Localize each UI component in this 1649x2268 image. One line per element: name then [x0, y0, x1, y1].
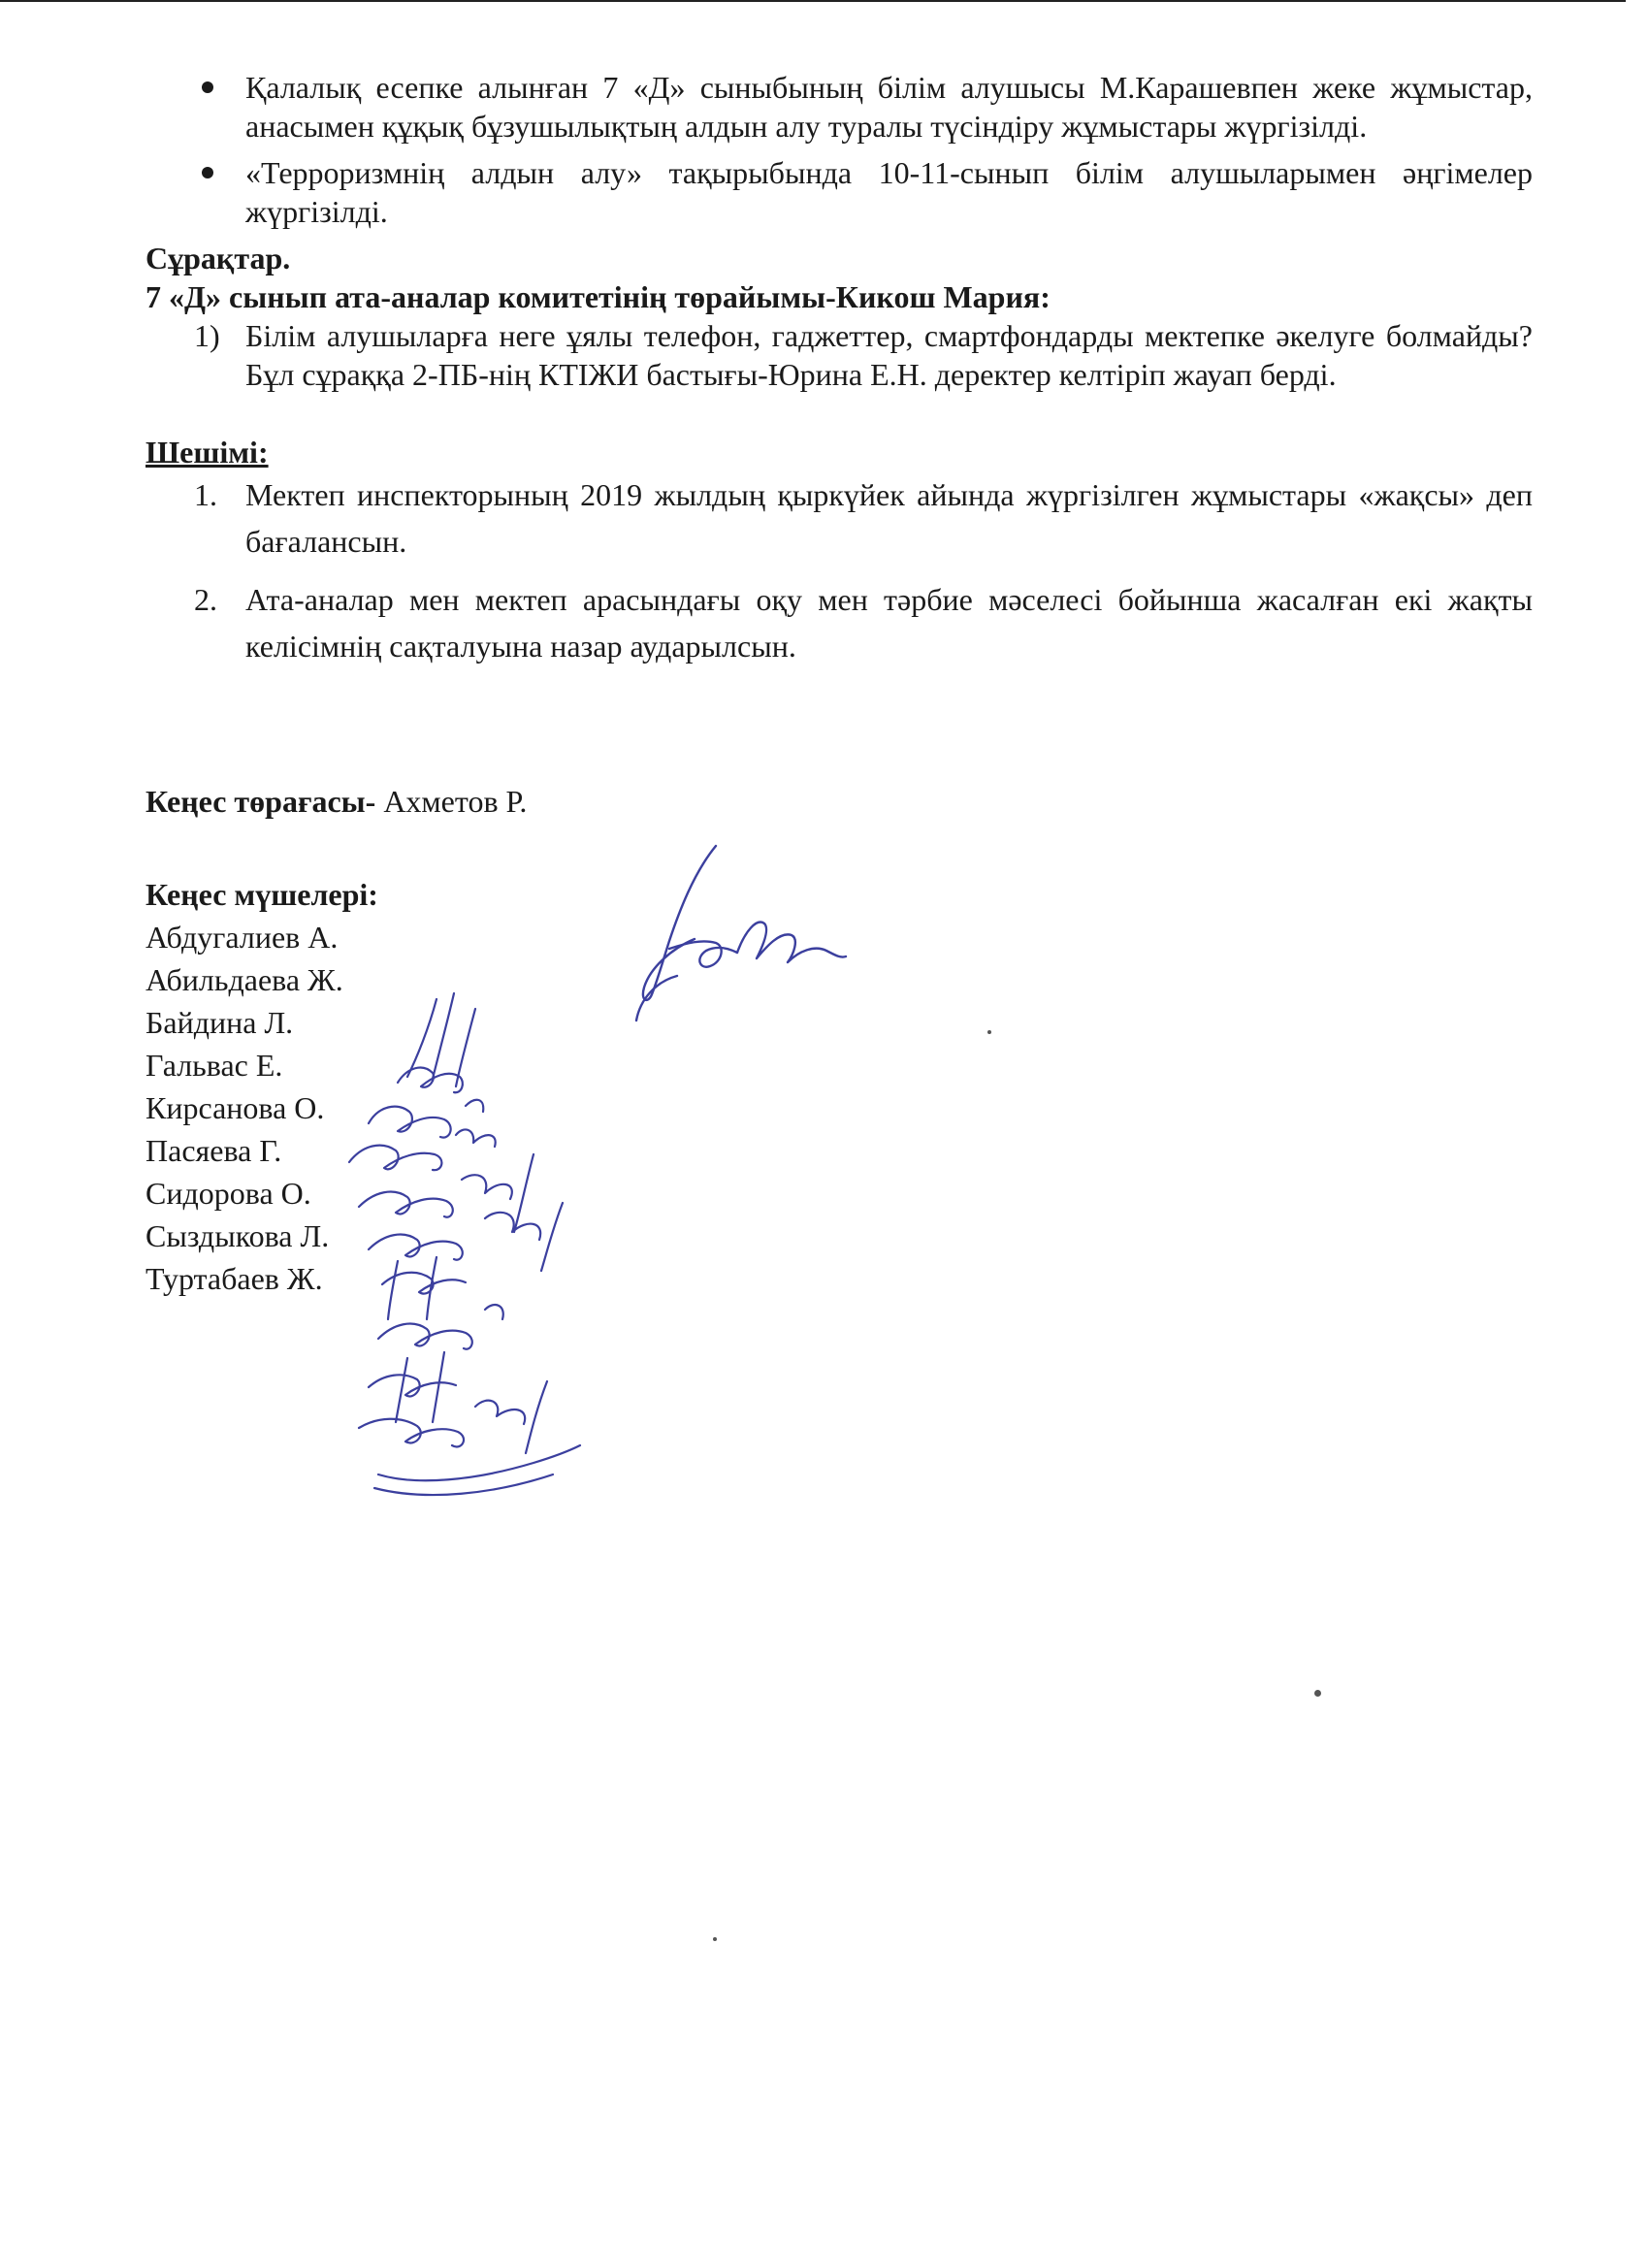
bullet-item	[146, 68, 1533, 146]
member-name: Байдина Л.	[146, 1005, 294, 1040]
members-signatures	[340, 989, 630, 1513]
member-name: Кирсанова О.	[146, 1090, 325, 1125]
questioner-line: 7 «Д» сынып ата-аналар комитетінің төрайымы-Кикош Мария:	[146, 279, 1051, 314]
member-name: Сыздыкова Л.	[146, 1218, 330, 1253]
chair-signature	[601, 834, 854, 1028]
bullet-icon	[202, 81, 213, 93]
member-name: Абдугалиев А.	[146, 920, 339, 955]
bullet-text: «Терроризмнің алдын алу» тақырыбында 10-11-сынып білім алушыларымен әңгімелер жүргізілді.	[245, 155, 1533, 229]
decision-item	[146, 576, 1533, 669]
decisions-list	[146, 471, 1533, 669]
decision-text: Мектеп инспекторының 2019 жылдың қыркүйек айында жүргізілген жұмыстары «жақсы» деп бағалансын.	[245, 477, 1533, 559]
member-name: Сидорова О.	[146, 1176, 311, 1211]
member-name: Абильдаева Ж.	[146, 962, 343, 997]
decision-number: 1.	[194, 477, 217, 512]
scan-speck	[1314, 1690, 1321, 1697]
questions-heading: Сұрақтар.	[146, 241, 291, 275]
chair-line	[146, 782, 1533, 821]
chair-name: Ахметов Р.	[375, 784, 528, 819]
bullet-text: Қалалық есепке алынған 7 «Д» сыныбының білім алушысы М.Карашевпен жеке жұмыстар, анасымен құқық бұзушылықтың алдын алу туралы түсіндіру жұмыстары жүргізілді.	[245, 70, 1533, 144]
scan-speck	[987, 1030, 991, 1034]
member-name: Туртабаев Ж.	[146, 1261, 323, 1296]
question-text: Білім алушыларға неге ұялы телефон, гаджеттер, смартфондарды мектепке әкелуге болмайды? Бұл сұраққа 2-ПБ-нің КТІЖИ бастығы-Юрина Е.Н. деректер келтіріп жауап берді.	[245, 318, 1533, 392]
member-name: Гальвас Е.	[146, 1048, 283, 1083]
decision-text: Ата-аналар мен мектеп арасындағы оқу мен тәрбие мәселесі бойынша жасалған екі жақты келісімнің сақталуына назар аударылсын.	[245, 582, 1533, 664]
decision-number: 2.	[194, 582, 217, 617]
chair-label: Кеңес төрағасы-	[146, 784, 376, 819]
decision-item	[146, 471, 1533, 565]
member-name: Пасяева Г.	[146, 1133, 282, 1168]
question-number: 1)	[194, 318, 220, 353]
top-edge-rule	[0, 0, 1626, 8]
questions-list	[146, 316, 1533, 394]
scan-speck	[713, 1937, 717, 1941]
bullet-list	[146, 68, 1533, 231]
decision-heading: Шешімі:	[146, 435, 269, 470]
members-heading: Кеңес мүшелері:	[146, 877, 378, 912]
question-item	[146, 316, 1533, 394]
bullet-icon	[202, 167, 213, 178]
bullet-item	[146, 153, 1533, 231]
